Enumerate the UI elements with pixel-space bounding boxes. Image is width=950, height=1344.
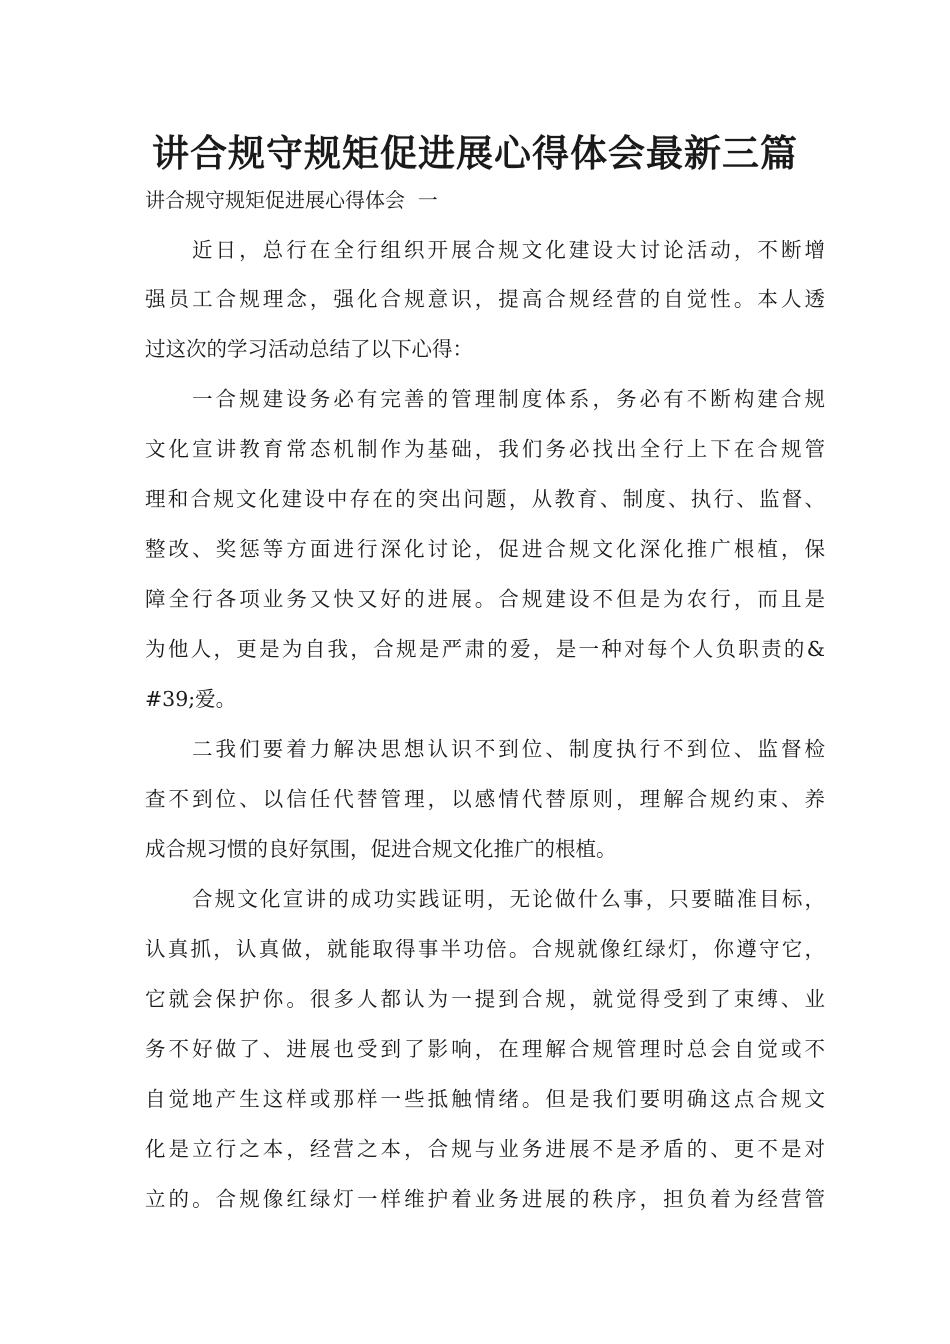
paragraph-2-line-2: 文化宣讲教育常态机制作为基础，我们务必找出全行上下在合规管 (145, 437, 825, 461)
paragraph-1-line-3: 过这次的学习活动总结了以下心得： (145, 337, 473, 361)
paragraph-3-line-1: 二我们要着力解决思想认识不到位、制度执行不到位、监督检 (192, 737, 825, 761)
paragraph-2-line-6: 为他人，更是为自我，合规是严肃的爱，是一种对每个人负职责的& (145, 637, 825, 661)
paragraph-2-line-1: 一合规建设务必有完善的管理制度体系，务必有不断构建合规 (192, 387, 825, 411)
paragraph-3-line-2: 查不到位、以信任代替管理，以感情代替原则，理解合规约束、养 (145, 787, 825, 811)
paragraph-1-line-1: 近日，总行在全行组织开展合规文化建设大讨论活动，不断增 (192, 238, 825, 262)
paragraph-4-line-1: 合规文化宣讲的成功实践证明，无论做什么事，只要瞄准目标， (192, 887, 825, 911)
paragraph-4-line-3: 它就会保护你。很多人都认为一提到合规，就觉得受到了束缚、业 (145, 987, 825, 1011)
paragraph-2-line-5: 障全行各项业务又快又好的进展。合规建设不但是为农行，而且是 (145, 587, 825, 611)
paragraph-4-line-2: 认真抓，认真做，就能取得事半功倍。合规就像红绿灯，你遵守它， (145, 937, 825, 961)
section-heading: 讲合规守规矩促进展心得体会 一 (145, 188, 438, 212)
paragraph-2-line-3: 理和合规文化建设中存在的突出问题，从教育、制度、执行、监督、 (145, 487, 825, 511)
paragraph-3-line-3: 成合规习惯的良好氛围，促进合规文化推广的根植。 (145, 837, 617, 861)
paragraph-2-line-7: #39;爱。 (145, 687, 237, 711)
document-title: 讲合规守规矩促进展心得体会最新三篇 (152, 132, 798, 175)
paragraph-4-line-5: 自觉地产生这样或那样一些抵触情绪。但是我们要明确这点合规文 (145, 1087, 825, 1111)
paragraph-4-line-4: 务不好做了、进展也受到了影响，在理解合规管理时总会自觉或不 (145, 1037, 825, 1061)
paragraph-2-line-4: 整改、奖惩等方面进行深化讨论，促进合规文化深化推广根植，保 (145, 537, 825, 561)
paragraph-1-line-2: 强员工合规理念，强化合规意识，提高合规经营的自觉性。本人透 (145, 287, 825, 311)
paragraph-4-line-6: 化是立行之本，经营之本，合规与业务进展不是矛盾的、更不是对 (145, 1137, 825, 1161)
paragraph-4-line-7: 立的。合规像红绿灯一样维护着业务进展的秩序，担负着为经营管 (145, 1187, 825, 1211)
